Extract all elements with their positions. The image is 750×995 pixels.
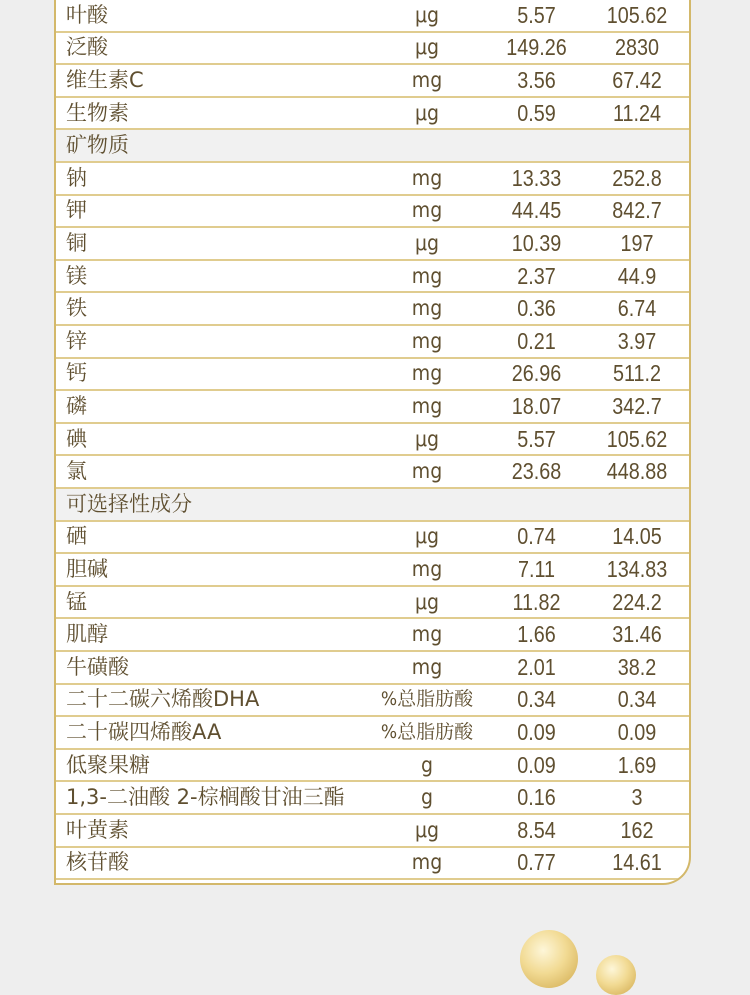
nutrient-name: 维生素C: [66, 67, 144, 92]
nutrient-name: 钙: [66, 361, 87, 386]
value-per-100kj: 0.74: [517, 523, 556, 550]
value-per-100g: 2830: [614, 34, 659, 61]
table-row: [56, 587, 689, 620]
value-per-100g: 3.97: [617, 327, 657, 354]
table-row: [56, 619, 689, 652]
value-per-100kj: 8.54: [517, 816, 556, 843]
nutrient-name: 二十二碳六烯酸DHA: [66, 687, 260, 712]
value-per-100g: 0.34: [617, 686, 657, 713]
nutrient-name: 肌醇: [66, 622, 108, 647]
value-per-100g: 134.83: [606, 555, 668, 582]
nutrient-unit: mg: [411, 67, 443, 92]
table-row: [56, 522, 689, 555]
nutrient-unit: μg: [414, 817, 439, 842]
value-per-100g: 162: [620, 816, 654, 843]
value-per-100g: 105.62: [606, 425, 668, 452]
value-per-100g: 67.42: [612, 66, 662, 93]
table-row: [56, 98, 689, 131]
value-per-100kj: 1.66: [517, 621, 556, 648]
value-per-100kj: 0.21: [517, 327, 556, 354]
value-per-100g: 252.8: [612, 164, 662, 191]
table-row: [56, 554, 689, 587]
table-row: [56, 456, 689, 489]
nutrient-unit: g: [421, 785, 433, 810]
value-per-100g: 224.2: [612, 588, 662, 615]
nutrient-name: 叶酸: [66, 2, 108, 27]
value-per-100g: 3: [631, 784, 643, 811]
value-per-100g: 842.7: [612, 197, 662, 224]
value-per-100kj: 0.59: [517, 99, 556, 126]
value-per-100g: 38.2: [617, 653, 657, 680]
nutrient-unit: μg: [414, 230, 439, 255]
nutrient-unit: μg: [414, 100, 439, 125]
value-per-100kj: 0.16: [517, 784, 556, 811]
value-per-100kj: 23.68: [511, 458, 562, 485]
nutrient-name: 二十碳四烯酸AA: [66, 719, 222, 744]
nutrient-unit: mg: [411, 393, 443, 418]
value-per-100kj: 0.34: [517, 686, 556, 713]
value-per-100kj: 0.09: [517, 751, 556, 778]
nutrient-name: 铁: [66, 296, 87, 321]
table-row: [56, 196, 689, 229]
nutrient-name: 低聚果糖: [66, 752, 150, 777]
value-per-100g: 511.2: [612, 360, 662, 387]
nutrient-unit: mg: [411, 850, 443, 875]
nutrient-name: 叶黄素: [66, 817, 129, 842]
nutrient-unit: μg: [414, 524, 439, 549]
nutrient-name: 碘: [66, 426, 87, 451]
value-per-100g: 14.05: [612, 523, 662, 550]
nutrient-unit: mg: [411, 328, 443, 353]
nutrient-name: 生物素: [66, 100, 129, 125]
value-per-100g: 197: [620, 229, 654, 256]
nutrient-name: 牛磺酸: [66, 654, 129, 679]
table-row: [56, 0, 689, 33]
value-per-100g: 11.24: [612, 99, 662, 126]
nutrient-unit: μg: [414, 35, 439, 60]
nutrient-unit: mg: [411, 198, 443, 223]
nutrient-unit: mg: [411, 654, 443, 679]
value-per-100kj: 7.11: [517, 555, 556, 582]
value-per-100kj: 5.57: [517, 1, 556, 28]
table-row: [56, 163, 689, 196]
nutrient-unit: μg: [414, 426, 439, 451]
value-per-100kj: 18.07: [511, 392, 562, 419]
nutrient-unit: μg: [414, 2, 439, 27]
nutrient-name: 核苷酸: [66, 850, 129, 875]
nutrient-unit: mg: [411, 622, 443, 647]
value-per-100kj: 5.57: [517, 425, 556, 452]
pearl-decoration: [596, 955, 636, 995]
table-section-header: [56, 130, 689, 163]
nutrient-name: 泛酸: [66, 35, 108, 60]
table-row: [56, 65, 689, 98]
section-title: 矿物质: [66, 133, 129, 158]
nutrient-unit: mg: [411, 361, 443, 386]
value-per-100g: 31.46: [612, 621, 662, 648]
table-row: [56, 33, 689, 66]
table-row: [56, 750, 689, 783]
table-row: [56, 261, 689, 294]
nutrient-unit: mg: [411, 459, 443, 484]
table-row: [56, 782, 689, 815]
nutrient-unit: %总脂肪酸: [380, 688, 474, 711]
table-section-header: [56, 489, 689, 522]
value-per-100g: 14.61: [612, 849, 662, 876]
table-row: [56, 424, 689, 457]
nutrient-name: 铜: [66, 230, 87, 255]
value-per-100kj: 2.37: [517, 262, 556, 289]
value-per-100g: 342.7: [612, 392, 662, 419]
value-per-100kj: 0.77: [517, 849, 556, 876]
value-per-100g: 105.62: [606, 1, 668, 28]
nutrient-name: 氯: [66, 459, 87, 484]
value-per-100g: 1.69: [617, 751, 657, 778]
nutrient-name: 胆碱: [66, 556, 108, 581]
nutrient-unit: mg: [411, 296, 443, 321]
value-per-100kj: 26.96: [511, 360, 562, 387]
value-per-100kj: 0.36: [517, 295, 556, 322]
value-per-100kj: 149.26: [506, 34, 567, 61]
nutrient-unit: g: [421, 752, 433, 777]
value-per-100kj: 44.45: [511, 197, 562, 224]
value-per-100kj: 3.56: [517, 66, 556, 93]
nutrient-name: 钠: [66, 165, 87, 190]
value-per-100g: 448.88: [606, 458, 668, 485]
table-row: [56, 848, 689, 881]
section-title: 可选择性成分: [66, 491, 192, 516]
value-per-100kj: 11.82: [512, 588, 561, 615]
table-row: [56, 228, 689, 261]
table-row: [56, 815, 689, 848]
table-row: [56, 685, 689, 718]
value-per-100kj: 2.01: [517, 653, 556, 680]
table-row: [56, 326, 689, 359]
pearl-decoration: [520, 930, 578, 988]
nutrient-unit: mg: [411, 165, 443, 190]
table-row: [56, 391, 689, 424]
nutrient-unit: mg: [411, 556, 443, 581]
table-row: [56, 717, 689, 750]
nutrient-name: 1,3-二油酸 2-棕榈酸甘油三酯: [66, 785, 345, 810]
table-row: [56, 293, 689, 326]
nutrient-name: 硒: [66, 524, 87, 549]
nutrition-table: [54, 0, 691, 885]
value-per-100kj: 10.39: [511, 229, 562, 256]
nutrient-name: 镁: [66, 263, 87, 288]
nutrient-unit: μg: [414, 589, 439, 614]
nutrient-unit: %总脂肪酸: [380, 720, 474, 743]
table-row: [56, 652, 689, 685]
value-per-100kj: 13.33: [511, 164, 562, 191]
value-per-100g: 44.9: [617, 262, 657, 289]
nutrient-name: 锰: [66, 589, 87, 614]
table-row: [56, 359, 689, 392]
nutrient-name: 锌: [66, 328, 87, 353]
nutrient-name: 磷: [66, 393, 87, 418]
nutrient-name: 钾: [66, 198, 87, 223]
nutrient-unit: mg: [411, 263, 443, 288]
value-per-100g: 6.74: [617, 295, 657, 322]
value-per-100g: 0.09: [617, 718, 657, 745]
value-per-100kj: 0.09: [517, 718, 556, 745]
